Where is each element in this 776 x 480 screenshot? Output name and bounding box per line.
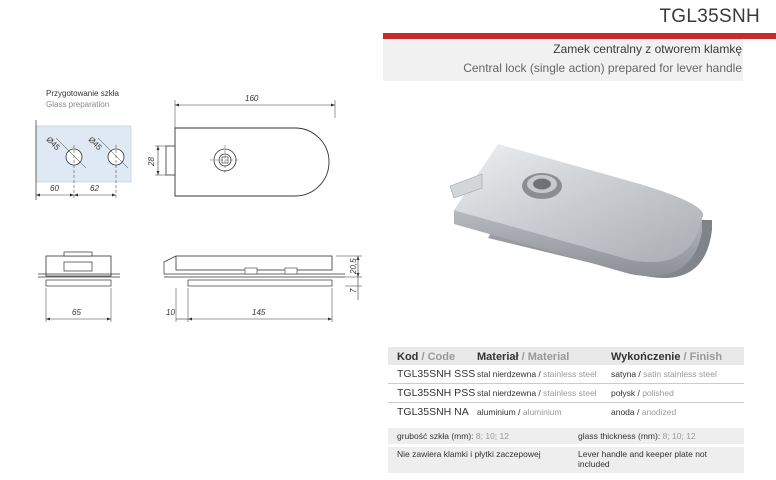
dim-hole-2: Ø45 bbox=[86, 135, 104, 153]
glass-prep-label-en: Glass preparation bbox=[46, 100, 110, 109]
dim-front-height: 28 bbox=[147, 157, 156, 166]
row-material-en: aluminium bbox=[522, 407, 562, 417]
table-row bbox=[388, 403, 744, 421]
dim-bottom-offset: 10 bbox=[166, 308, 175, 317]
thickness-en-value: 8; 10; 12 bbox=[662, 431, 696, 441]
product-name-pl: Zamek centralny z otworem klamkę bbox=[553, 42, 742, 56]
dim-bottom-length: 145 bbox=[252, 308, 266, 317]
table-header: Kod / Code Materiał / Material Wykończenie / Finish bbox=[388, 347, 744, 365]
row-finish-en: anodized bbox=[641, 407, 677, 417]
product-image bbox=[430, 100, 730, 310]
row-material-en: stainless steel bbox=[543, 388, 597, 398]
row-finish-en: polished bbox=[642, 388, 674, 398]
row-material: stal nierdzewna / bbox=[477, 369, 541, 379]
table-row bbox=[388, 365, 744, 384]
thickness-en-label: glass thickness (mm): bbox=[578, 431, 661, 441]
thickness-pl-value: 8; 10; 12 bbox=[475, 431, 509, 441]
thickness-pl-label: grubość szkła (mm): bbox=[397, 431, 474, 441]
dim-bottom-thickness: 20,5 bbox=[349, 258, 358, 274]
thickness-row bbox=[388, 428, 744, 444]
note-row bbox=[388, 447, 744, 473]
row-material: stal nierdzewna / bbox=[477, 388, 541, 398]
row-material-en: stainless steel bbox=[543, 369, 597, 379]
lock-top-face bbox=[454, 144, 703, 262]
header-code-en: Code bbox=[427, 351, 456, 363]
row-finish: połysk / bbox=[611, 388, 640, 398]
header-finish: Wykończenie bbox=[611, 351, 681, 363]
technical-drawings bbox=[0, 0, 380, 340]
dim-side-width: 65 bbox=[72, 308, 81, 317]
dim-bottom-small: 7 bbox=[349, 288, 358, 293]
dim-60: 60 bbox=[50, 184, 59, 193]
product-name-en: Central lock (single action) prepared for lever handle bbox=[463, 61, 742, 75]
dim-62: 62 bbox=[90, 184, 99, 193]
row-finish: satyna / bbox=[611, 369, 641, 379]
glass-prep-label-pl: Przygotowanie szkła bbox=[46, 89, 119, 98]
footer-info bbox=[388, 428, 744, 473]
note-pl: Nie zawiera klamki i płytki zaczepowej bbox=[397, 449, 541, 459]
bottom-view-drawing bbox=[164, 256, 362, 322]
front-view-drawing bbox=[147, 94, 335, 196]
glass-prep-drawing bbox=[36, 120, 131, 200]
latch-front bbox=[166, 146, 175, 175]
header-finish-en: Finish bbox=[689, 351, 723, 363]
product-title: TGL35SNH bbox=[659, 6, 760, 27]
row-code: TGL35SNH SSS bbox=[397, 368, 476, 380]
side-view-drawing bbox=[38, 252, 120, 322]
dim-front-length: 160 bbox=[245, 94, 259, 103]
header-code: Kod bbox=[397, 351, 419, 363]
row-material: aluminium / bbox=[477, 407, 521, 417]
row-code: TGL35SNH PSS bbox=[397, 387, 476, 399]
header-material-en: Material bbox=[527, 351, 570, 363]
header-material: Materiał bbox=[477, 351, 519, 363]
row-code: TGL35SNH NA bbox=[397, 406, 469, 418]
row-finish: anoda / bbox=[611, 407, 640, 417]
row-finish-en: satin stainless steel bbox=[643, 369, 717, 379]
lock-outline-front bbox=[175, 128, 329, 196]
spec-table bbox=[388, 347, 744, 421]
dim-hole-1: Ø45 bbox=[44, 135, 62, 153]
note-en: Lever handle and keeper plate not included bbox=[578, 449, 708, 469]
table-row bbox=[388, 384, 744, 403]
